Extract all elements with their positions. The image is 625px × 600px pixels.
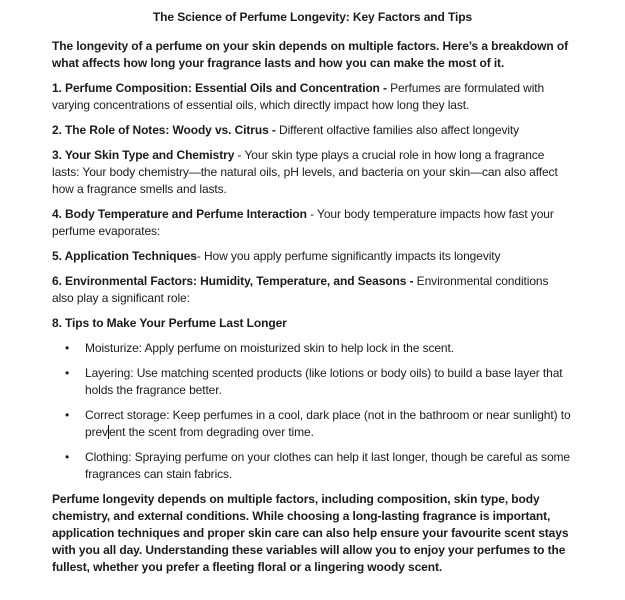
numbered-item	[52, 206, 573, 240]
tip-bullet-item	[52, 365, 573, 399]
bullet-marker-icon: •	[65, 341, 70, 355]
tip-text: Layering: Use matching scented products (like lotions or body oils) to build a base layer that holds the fragrance better.	[85, 366, 563, 397]
tips-list	[52, 340, 573, 483]
conclusion-paragraph: Perfume longevity depends on multiple factors, including composition, skin type, body chemistry, and external conditions. While choosing a long-lasting fragrance is important, application techniques and proper skin care can also help ensure your favourite scent stays with you all day. Understanding these variables will allow you to enjoy your perfumes to the fullest, whether you prefer a fleeting floral or a lingering woody scent.	[52, 492, 569, 574]
item-heading: 3. Your Skin Type and Chemistry	[52, 148, 235, 162]
tips-heading: 8. Tips to Make Your Perfume Last Longer	[52, 316, 287, 330]
bullet-marker-icon: •	[65, 408, 70, 422]
bullet-marker-icon: •	[65, 450, 70, 464]
numbered-item	[52, 273, 573, 307]
tip-bullet-item	[52, 449, 573, 483]
item-heading: 2. The Role of Notes: Woody vs. Citrus -	[52, 123, 276, 137]
numbered-item	[52, 147, 573, 198]
numbered-item	[52, 248, 573, 265]
item-heading: 6. Environmental Factors: Humidity, Temperature, and Seasons -	[52, 274, 414, 288]
tip-text: Moisturize: Apply perfume on moisturized skin to help lock in the scent.	[85, 341, 454, 355]
numbered-items	[52, 80, 573, 307]
numbered-item	[52, 122, 573, 139]
item-text: Different olfactive families also affect longevity	[275, 123, 520, 137]
document-title: The Science of Perfume Longevity: Key Factors and Tips	[152, 10, 473, 24]
tip-text: Clothing: Spraying perfume on your clothes can help it last longer, though be careful as some fragrances can stain fabrics.	[85, 450, 570, 481]
item-text: - Your body temperature impacts how fast your perfume evaporates:	[52, 207, 554, 238]
item-text: Environmental conditions also play a significant role:	[52, 274, 549, 305]
item-text: Perfumes are formulated with varying concentrations of essential oils, which directly impact how long they last.	[52, 81, 545, 112]
item-text: - How you apply perfume significantly impacts its longevity	[196, 249, 501, 263]
tip-text-before-caret: Correct storage: Keep perfumes in a cool, dark place (not in the bathroom or near sunlight) to prev	[85, 408, 571, 439]
item-heading: 1. Perfume Composition: Essential Oils and Concentration -	[52, 81, 387, 95]
bullet-marker-icon: •	[65, 366, 70, 380]
text-caret	[108, 425, 109, 439]
tip-bullet-item	[52, 340, 573, 357]
item-heading: 4. Body Temperature and Perfume Interaction	[52, 207, 307, 221]
intro-paragraph: The longevity of a perfume on your skin depends on multiple factors. Here’s a breakdown of what affects how long your fragrance lasts and how you can make the most of it.	[52, 39, 568, 70]
tip-bullet-item	[52, 407, 573, 441]
item-heading: 5. Application Techniques	[52, 249, 197, 263]
numbered-item	[52, 80, 573, 114]
tip-text-after-caret: ent the scent from degrading over time.	[108, 425, 314, 439]
item-text: - Your skin type plays a crucial role in how long a fragrance lasts: Your body chemistry—the natural oils, pH levels, and bacteria on your skin—can also affect how a fragrance smells and lasts.	[52, 148, 558, 196]
